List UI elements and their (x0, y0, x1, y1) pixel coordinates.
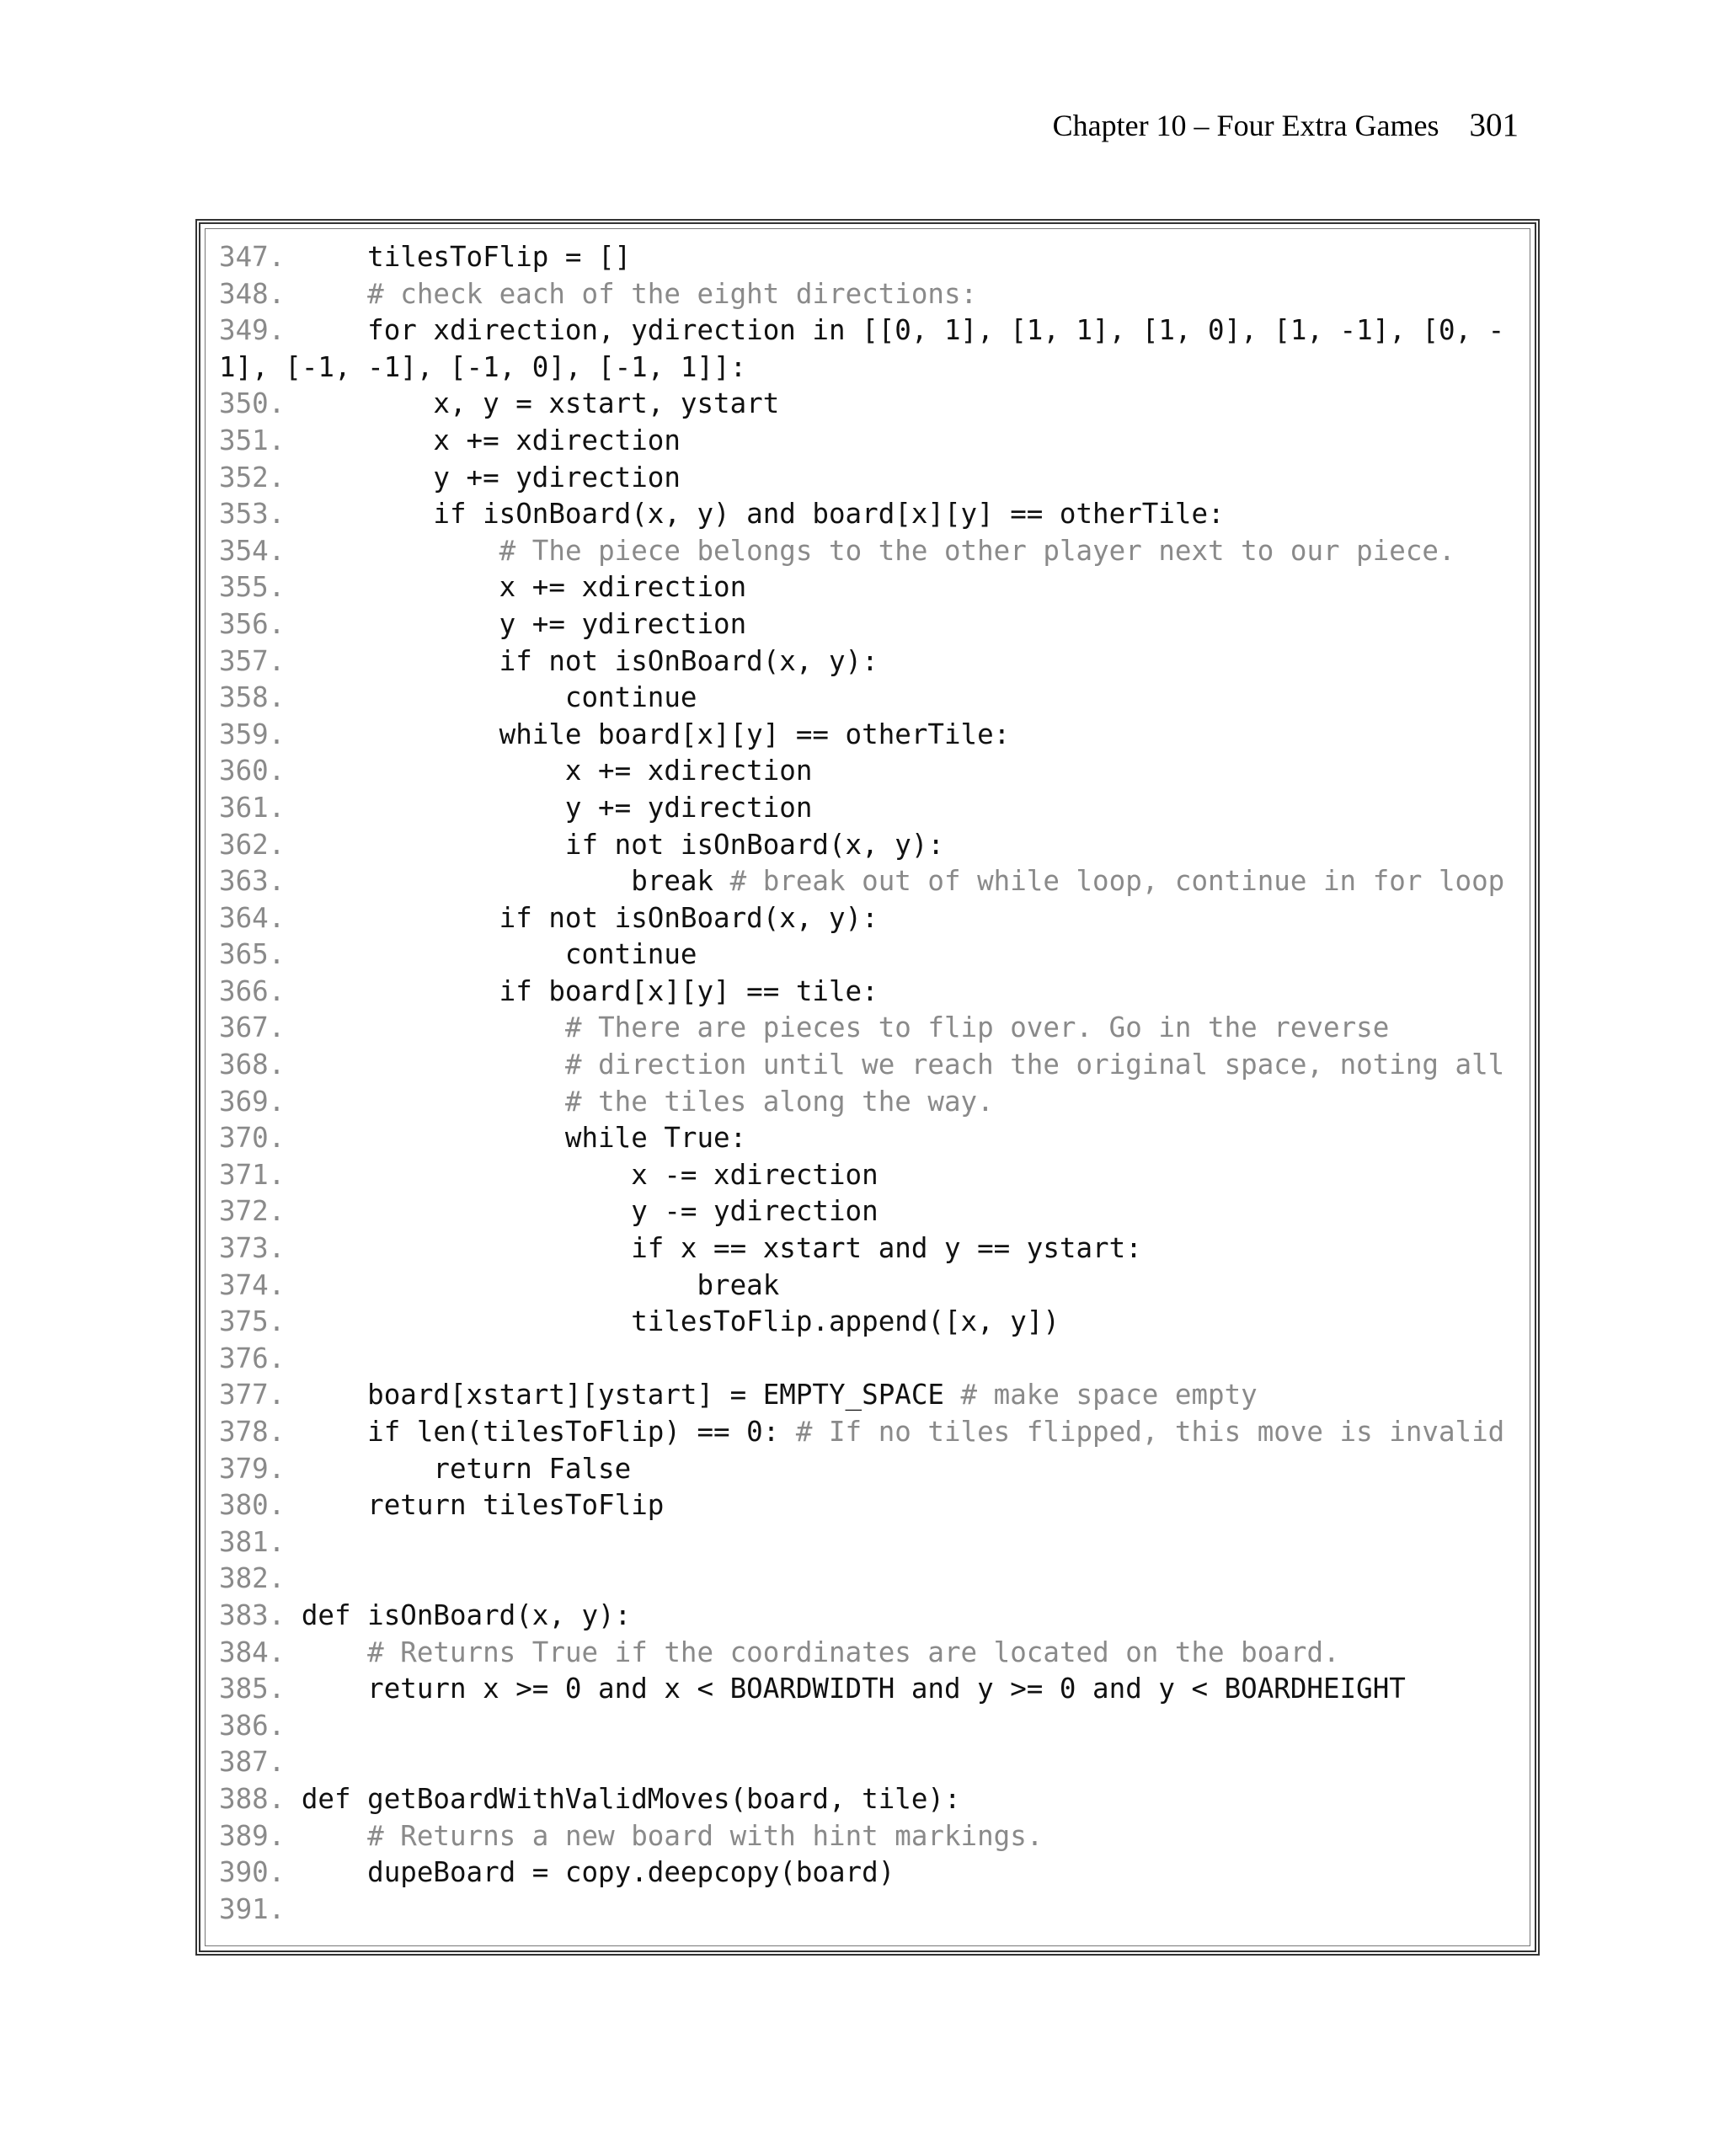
code-line (219, 460, 1518, 497)
line-number: 381. (219, 1525, 286, 1558)
code-line (219, 790, 1518, 827)
code-text: 1], [-1, -1], [-1, 0], [-1, 1]]: (219, 350, 747, 383)
line-number: 374. (219, 1268, 286, 1301)
code-text: def isOnBoard(x, y): (301, 1598, 632, 1631)
code-text: return x >= 0 and x < BOARDWIDTH and y >= 0 and y < BOARDHEIGHT (301, 1673, 1406, 1705)
line-number: 355. (219, 571, 286, 604)
line-number: 351. (219, 424, 286, 456)
code-text: dupeBoard = copy.deepcopy(board) (301, 1856, 895, 1889)
code-line (219, 1524, 1518, 1561)
code-text: x += xdirection (301, 755, 813, 787)
line-number: 376. (219, 1342, 286, 1374)
code-text: break (301, 865, 730, 898)
code-text: x += xdirection (301, 424, 681, 456)
code-comment: # The piece belongs to the other player next to our piece. (499, 534, 1455, 567)
page-header (1053, 106, 1519, 144)
code-listing (219, 239, 1518, 1928)
code-line (219, 1377, 1518, 1414)
page-number: 301 (1469, 107, 1519, 143)
code-line (219, 1341, 1518, 1378)
code-line (219, 1744, 1518, 1781)
line-number: 353. (219, 498, 286, 531)
code-text (302, 1086, 565, 1118)
line-number: 365. (219, 938, 286, 971)
line-number: 357. (219, 644, 286, 677)
code-listing-box (195, 219, 1540, 1956)
line-number: 359. (219, 718, 286, 750)
code-text: board[xstart][ystart] = EMPTY_SPACE (301, 1379, 961, 1412)
line-number: 356. (219, 607, 286, 640)
code-text: while board[x][y] == otherTile: (301, 718, 1011, 750)
code-text: for xdirection, ydirection in [[0, 1], [1, 1], [1, 0], [1, -1], [0, - (301, 314, 1505, 347)
code-line (219, 1120, 1518, 1157)
code-line (219, 1487, 1518, 1524)
code-line (219, 1267, 1518, 1305)
line-number: 361. (219, 791, 286, 824)
code-line (219, 1157, 1518, 1194)
line-number: 350. (219, 387, 286, 420)
code-line (219, 1854, 1518, 1892)
line-number: 370. (219, 1122, 286, 1155)
code-comment: # If no tiles flipped, this move is invalid (795, 1416, 1505, 1448)
code-comment: # Returns a new board with hint markings. (367, 1819, 1044, 1852)
code-text: if len(tilesToFlip) == 0: (301, 1416, 796, 1448)
code-line (219, 606, 1518, 643)
code-line (219, 827, 1518, 864)
code-text (302, 1011, 565, 1043)
code-line (219, 239, 1518, 276)
code-line (219, 533, 1518, 570)
code-line (219, 937, 1518, 974)
line-number: 383. (219, 1598, 286, 1631)
line-number: 372. (219, 1195, 286, 1228)
code-text: return tilesToFlip (301, 1489, 665, 1522)
code-text (302, 535, 499, 567)
code-line (219, 312, 1518, 350)
line-number: 362. (219, 828, 286, 861)
code-text: tilesToFlip.append([x, y]) (301, 1305, 1060, 1338)
code-line (219, 974, 1518, 1011)
line-number: 388. (219, 1782, 286, 1815)
code-line (219, 717, 1518, 754)
code-line (219, 1635, 1518, 1672)
code-text: y -= ydirection (301, 1195, 879, 1228)
code-line (219, 1193, 1518, 1230)
line-number: 375. (219, 1305, 286, 1338)
code-line (219, 1598, 1518, 1635)
code-line (219, 1414, 1518, 1451)
code-line (219, 900, 1518, 937)
code-text: tilesToFlip = [] (301, 241, 632, 273)
line-number: 382. (219, 1562, 286, 1595)
code-line (219, 1561, 1518, 1598)
line-number: 371. (219, 1158, 286, 1191)
code-text: if isOnBoard(x, y) and board[x][y] == otherTile: (301, 498, 1225, 531)
code-text (302, 1636, 367, 1668)
code-line (219, 863, 1518, 900)
code-line (219, 1818, 1518, 1855)
line-number: 366. (219, 974, 286, 1007)
line-number: 364. (219, 901, 286, 934)
line-number: 352. (219, 461, 286, 494)
line-number: 369. (219, 1085, 286, 1118)
code-text: x -= xdirection (301, 1158, 879, 1191)
line-number: 367. (219, 1011, 286, 1044)
code-line (219, 753, 1518, 790)
code-text: return False (301, 1452, 632, 1485)
line-number: 384. (219, 1636, 286, 1668)
code-line (219, 680, 1518, 717)
code-text (302, 278, 367, 310)
code-comment: # direction until we reach the original space, noting all (564, 1049, 1505, 1081)
code-line (219, 1708, 1518, 1745)
code-comment: # Returns True if the coordinates are located on the board. (367, 1636, 1340, 1668)
line-number: 391. (219, 1892, 286, 1925)
code-line (219, 1010, 1518, 1047)
code-text: y += ydirection (301, 791, 813, 824)
code-text: if x == xstart and y == ystart: (301, 1232, 1142, 1265)
code-text: continue (301, 681, 697, 714)
code-text: while True: (301, 1122, 747, 1155)
code-text: if not isOnBoard(x, y): (301, 828, 944, 861)
code-line (219, 1781, 1518, 1818)
line-number: 380. (219, 1489, 286, 1522)
code-line (219, 1451, 1518, 1488)
code-text: x += xdirection (301, 571, 747, 604)
code-comment: # check each of the eight directions: (367, 277, 978, 310)
line-number: 377. (219, 1379, 286, 1412)
line-number: 385. (219, 1673, 286, 1705)
line-number: 378. (219, 1416, 286, 1448)
code-comment: # the tiles along the way. (564, 1085, 994, 1118)
code-text: x, y = xstart, ystart (301, 387, 780, 420)
code-text: if not isOnBoard(x, y): (301, 901, 879, 934)
code-text: y += ydirection (301, 461, 681, 494)
line-number: 348. (219, 277, 286, 310)
code-line (219, 386, 1518, 423)
code-text (302, 1820, 367, 1852)
code-text: y += ydirection (301, 607, 747, 640)
code-text: continue (301, 938, 697, 971)
code-line (219, 569, 1518, 606)
code-comment: # make space empty (960, 1379, 1258, 1412)
code-line (219, 1671, 1518, 1708)
code-text: if not isOnBoard(x, y): (301, 644, 879, 677)
line-number: 387. (219, 1746, 286, 1779)
code-line (219, 276, 1518, 313)
code-line (219, 1304, 1518, 1341)
code-line (219, 496, 1518, 533)
code-line (219, 1892, 1518, 1929)
line-number: 347. (219, 241, 286, 273)
line-number: 358. (219, 681, 286, 714)
code-line (219, 1047, 1518, 1084)
line-number: 379. (219, 1452, 286, 1485)
code-line (219, 643, 1518, 680)
code-line (219, 423, 1518, 460)
code-line (219, 1084, 1518, 1121)
line-number: 373. (219, 1232, 286, 1265)
chapter-title: Chapter 10 – Four Extra Games (1052, 109, 1439, 142)
code-comment: # break out of while loop, continue in for loop (729, 865, 1505, 898)
line-number: 360. (219, 755, 286, 787)
line-number: 390. (219, 1856, 286, 1889)
code-text: def getBoardWithValidMoves(board, tile): (301, 1782, 961, 1815)
line-number: 363. (219, 865, 286, 898)
line-number: 354. (219, 534, 286, 567)
code-line (219, 1230, 1518, 1267)
line-number: 389. (219, 1819, 286, 1852)
line-number: 349. (219, 314, 286, 347)
code-text (302, 1049, 565, 1081)
line-number: 386. (219, 1709, 286, 1742)
code-text: break (301, 1268, 780, 1301)
code-text: if board[x][y] == tile: (301, 974, 879, 1007)
line-number: 368. (219, 1049, 286, 1081)
code-comment: # There are pieces to flip over. Go in the reverse (564, 1011, 1390, 1044)
code-line (219, 350, 1518, 387)
